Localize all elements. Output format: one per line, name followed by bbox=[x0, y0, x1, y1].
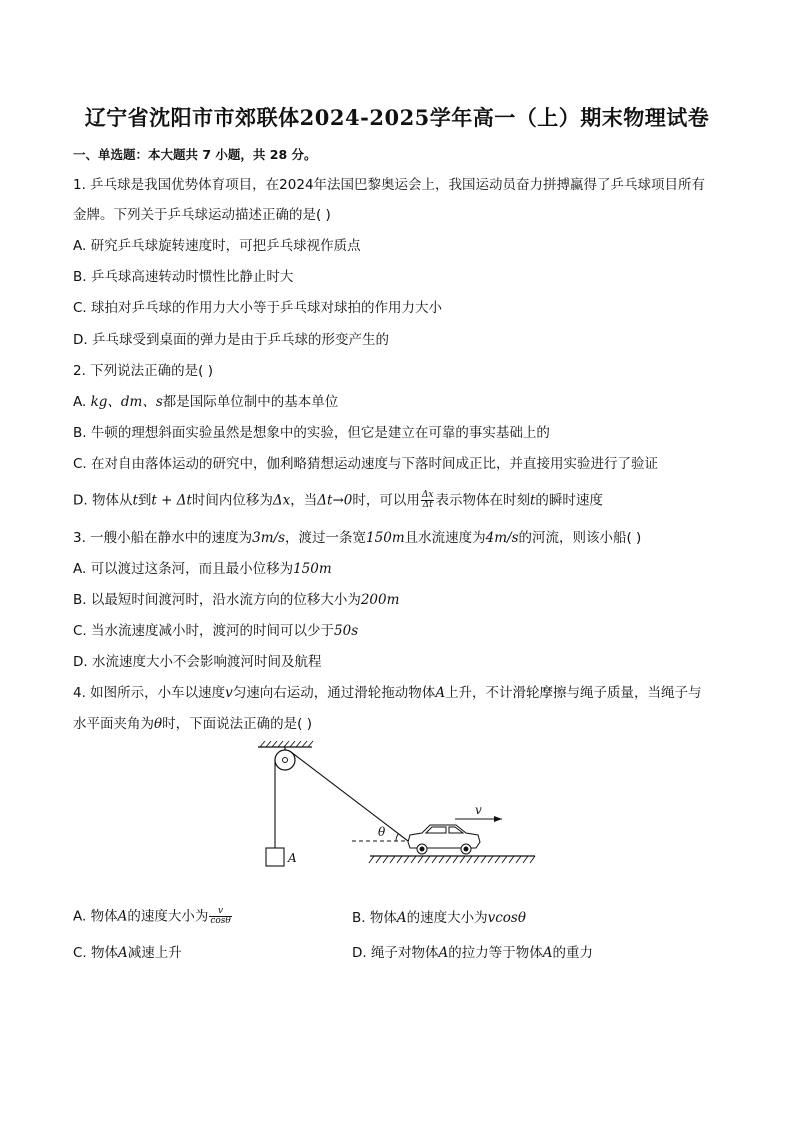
q4-d-text2: 的拉力等于物体 bbox=[448, 945, 543, 961]
velocity-arrowhead bbox=[494, 816, 502, 822]
q1-option-a: A. 研究乒乓球旋转速度时，可把乒乓球视作质点 bbox=[73, 238, 361, 254]
q4-option-a bbox=[73, 907, 233, 926]
rope-slanted bbox=[291, 752, 408, 841]
q4-text1: 4. 如图所示，小车以速度 bbox=[73, 685, 226, 701]
q2-d-limit: Δt→0 bbox=[317, 492, 353, 509]
q4-d-var2: A bbox=[542, 945, 553, 961]
q4-a-text1: A. 物体 bbox=[73, 908, 118, 925]
q2-option-d bbox=[73, 491, 603, 510]
q3-option-a bbox=[73, 560, 332, 578]
angle-arc bbox=[396, 834, 399, 841]
q4-text2: 匀速向右运动，通过滑轮拖动物体 bbox=[232, 685, 436, 701]
q4-option-d bbox=[352, 944, 593, 962]
q3-option-c bbox=[73, 622, 358, 640]
q1-option-b: B. 乒乓球高速转动时惯性比静止时大 bbox=[73, 269, 294, 285]
q4-text4: 水平面夹角为 bbox=[73, 716, 154, 732]
q4-d-text3: 的重力 bbox=[552, 945, 593, 961]
q3-stem-text3: 且水流速度为 bbox=[404, 530, 486, 546]
q2-a-suffix: 都是国际单位制中的基本单位 bbox=[162, 394, 339, 410]
q2-d-text4: ，当 bbox=[290, 492, 318, 509]
q2-a-units: kg、dm、s bbox=[90, 394, 163, 410]
q3-option-b bbox=[73, 591, 399, 609]
q3-stem-text1: 3. 一艘小船在静水中的速度为 bbox=[73, 530, 253, 546]
q2-d-t2: t + Δt bbox=[151, 492, 192, 509]
q4-v: v bbox=[225, 685, 233, 701]
page-title: 辽宁省沈阳市市郊联体2024-2025学年高一（上）期末物理试卷 bbox=[84, 105, 710, 130]
q2-option-c: C. 在对自由落体运动的研究中，伽利略猜想运动速度与下落时间成正比，并直接用实验进行了验证 bbox=[73, 456, 659, 472]
ceiling-hatch bbox=[260, 741, 313, 747]
velocity-label: v bbox=[475, 803, 482, 817]
q1-stem-line1: 1. 乒乓球是我国优势体育项目，在2024年法国巴黎奥运会上，我国运动员奋力拼搏赢得了乒乓球项目所有 bbox=[73, 177, 706, 193]
q2-d-text7: 的瞬时速度 bbox=[535, 492, 603, 509]
q3-b-text: B. 以最短时间渡河时，沿水流方向的位移大小为 bbox=[73, 592, 361, 608]
q3-a-value: 150m bbox=[293, 561, 332, 577]
q2-option-b: B. 牛顿的理想斜面实验虽然是想象中的实验，但它是建立在可靠的事实基础上的 bbox=[73, 425, 550, 441]
q2-d-text3: 时间内位移为 bbox=[191, 492, 273, 509]
q3-stem-text2: ，渡过一条宽 bbox=[285, 530, 367, 546]
q3-stem-width: 150m bbox=[366, 530, 405, 546]
q3-a-text: A. 可以渡过这条河，而且最小位移为 bbox=[73, 561, 294, 577]
q4-b-text1: B. 物体 bbox=[352, 910, 397, 926]
q4-a: A bbox=[435, 685, 446, 701]
q1-option-c: C. 球拍对乒乓球的作用力大小等于乒乓球对球拍的作用力大小 bbox=[73, 300, 443, 316]
q3-b-value: 200m bbox=[360, 592, 400, 608]
q1-stem-line2: 金牌。下列关于乒乓球运动描述正确的是( ) bbox=[73, 207, 331, 223]
q4-c-var: A bbox=[118, 945, 128, 961]
q2-stem: 2. 下列说法正确的是( ) bbox=[73, 363, 213, 379]
block-a-label: A bbox=[288, 851, 297, 865]
q3-c-value: 50s bbox=[334, 623, 359, 639]
q4-d-text1: D. 绳子对物体 bbox=[352, 945, 439, 961]
q2-d-fraction bbox=[421, 491, 435, 510]
q4-a-text2: 的速度大小为 bbox=[127, 908, 209, 925]
q4-b-value: vcosθ bbox=[487, 910, 526, 926]
q4-pulley-figure bbox=[250, 738, 550, 878]
q4-a-frac-num: v bbox=[209, 907, 232, 917]
pulley-axle bbox=[283, 758, 288, 763]
q2-d-text2: 到 bbox=[137, 492, 152, 509]
q2-d-text6: 表示物体在时刻 bbox=[435, 492, 530, 509]
q2-d-text1: D. 物体从 bbox=[73, 492, 133, 509]
q2-d-frac-num: Δx bbox=[421, 490, 434, 500]
q2-d-text5: 时，可以用 bbox=[352, 492, 420, 509]
q4-b-text2: 的速度大小为 bbox=[406, 910, 488, 926]
q2-option-a bbox=[73, 393, 338, 411]
q4-c-text1: C. 物体 bbox=[73, 945, 119, 961]
q2-a-prefix: A. bbox=[73, 394, 91, 410]
q4-text5: 时，下面说法正确的是( ) bbox=[162, 716, 312, 732]
q3-stem-v2: 4m/s bbox=[485, 530, 519, 546]
q2-d-t3: t bbox=[529, 492, 536, 509]
q4-a-frac-den: cosθ bbox=[210, 916, 231, 926]
q1-option-d: D. 乒乓球受到桌面的弹力是由于乒乓球的形变产生的 bbox=[73, 332, 389, 348]
q4-a-var: A bbox=[117, 908, 128, 925]
q4-option-c bbox=[73, 944, 182, 962]
q4-stem-line1 bbox=[73, 684, 702, 702]
q4-stem-line2 bbox=[73, 715, 312, 733]
q4-text3: 上升，不计滑轮摩擦与绳子质量，当绳子与 bbox=[445, 685, 702, 701]
q3-c-text: C. 当水流速度减小时，渡河的时间可以少于 bbox=[73, 623, 335, 639]
q3-stem-text4: 的河流，则该小船( ) bbox=[518, 530, 642, 546]
q4-b-var: A bbox=[396, 910, 407, 926]
q3-stem-v1: 3m/s bbox=[252, 530, 286, 546]
q2-d-dx: Δx bbox=[272, 492, 291, 509]
q4-theta: θ bbox=[154, 716, 163, 732]
car bbox=[408, 825, 480, 854]
q2-d-t: t bbox=[132, 492, 138, 509]
q2-d-frac-den: Δt bbox=[422, 500, 433, 510]
q3-option-d: D. 水流速度大小不会影响渡河时间及航程 bbox=[73, 654, 322, 670]
ground-hatch bbox=[369, 856, 535, 863]
angle-label: θ bbox=[378, 825, 386, 839]
section-heading: 一、单选题：本大题共 7 小题，共 28 分。 bbox=[73, 147, 317, 162]
block-a bbox=[266, 848, 284, 866]
q4-c-text2: 减速上升 bbox=[127, 945, 182, 961]
q3-stem bbox=[73, 529, 641, 547]
q4-d-var: A bbox=[438, 945, 449, 961]
q4-option-b bbox=[352, 909, 526, 927]
q4-a-fraction bbox=[209, 907, 232, 926]
